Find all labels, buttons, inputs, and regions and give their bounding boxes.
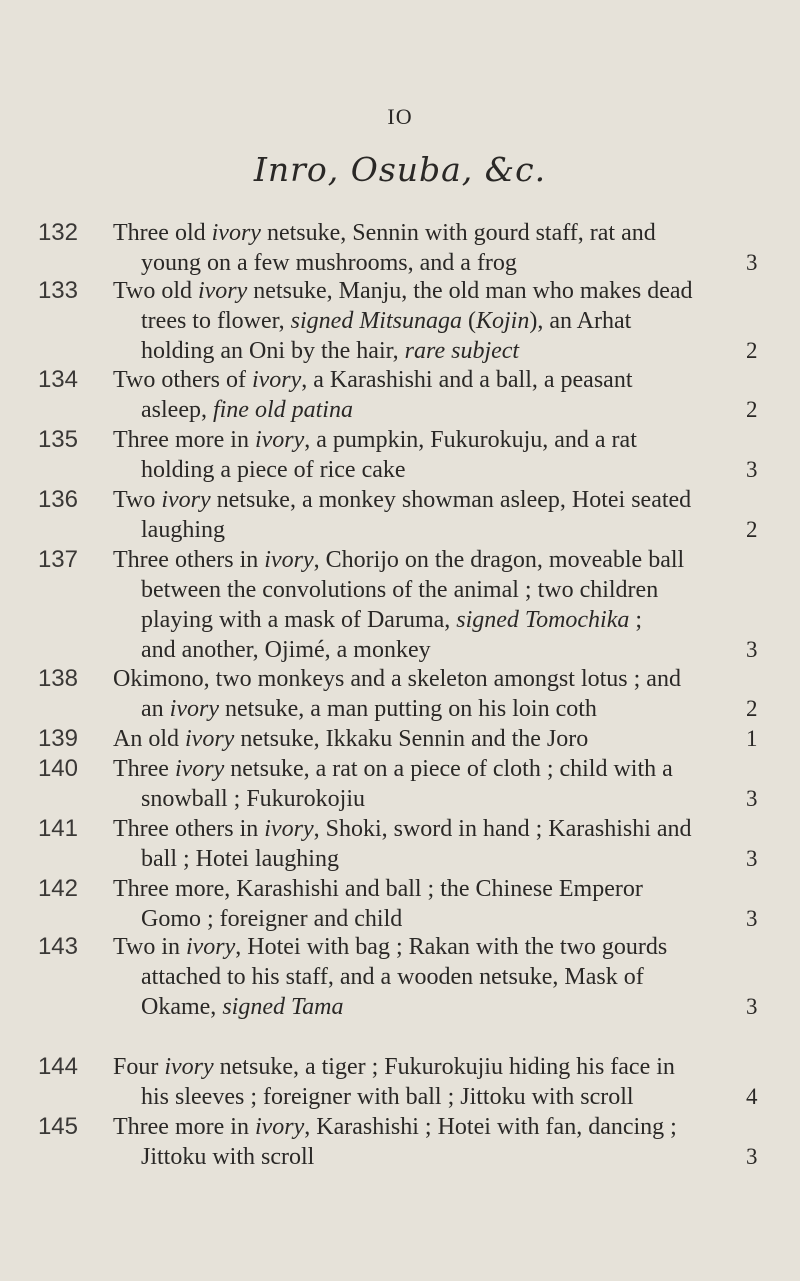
lot-description-line: Three more in ivory, Karashishi ; Hotei with fan, dancing ;: [113, 1114, 677, 1140]
lot-description-line: Two ivory netsuke, a monkey showman asleep, Hotei seated: [113, 487, 692, 513]
lot-number: 140: [37, 755, 78, 782]
lot-description-line: an ivory netsuke, a man putting on his loin coth: [141, 696, 597, 722]
lot-number: 135: [37, 426, 78, 453]
lot-number: 138: [37, 665, 78, 692]
lot-count: 2: [746, 338, 758, 363]
lot-description-line: Two old ivory netsuke, Manju, the old man who makes dead: [113, 278, 693, 304]
lot-number: 142: [37, 875, 78, 902]
lot-number: 141: [37, 815, 78, 842]
page-number: IO: [387, 104, 413, 129]
lot-description-line: Okame, signed Tama: [141, 994, 344, 1020]
lot-description-line: between the convolutions of the animal ; two children: [141, 577, 659, 603]
lot-description-line: Three more in ivory, a pumpkin, Fukurokuju, and a rat: [113, 427, 637, 453]
lot-description-line: Two others of ivory, a Karashishi and a ball, a peasant: [113, 367, 633, 393]
lot-number: 134: [37, 366, 78, 393]
lot-description-line: Jittoku with scroll: [141, 1144, 315, 1170]
lot-count: 3: [746, 250, 758, 275]
lot-count: 3: [746, 637, 758, 662]
lot-count: 2: [746, 696, 758, 721]
lot-number: 145: [37, 1113, 78, 1140]
lot-count: 3: [746, 846, 758, 871]
lot-count: 3: [746, 786, 758, 811]
lot-number: 137: [37, 546, 78, 573]
lot-count: 1: [746, 726, 758, 751]
lot-description-line: Three old ivory netsuke, Sennin with gourd staff, rat and: [113, 220, 656, 246]
lot-count: 2: [746, 517, 758, 542]
lot-count: 3: [746, 1144, 758, 1169]
lot-description-line: his sleeves ; foreigner with ball ; Jittoku with scroll: [141, 1084, 634, 1110]
lot-number: 144: [37, 1053, 78, 1080]
lot-description-line: Two in ivory, Hotei with bag ; Rakan with the two gourds: [113, 934, 668, 960]
lot-number: 132: [37, 219, 78, 246]
lot-description-line: Gomo ; foreigner and child: [141, 906, 403, 932]
lot-description-line: holding a piece of rice cake: [141, 457, 406, 483]
lot-description-line: snowball ; Fukurokojiu: [141, 786, 366, 812]
lot-description-line: playing with a mask of Daruma, signed Tomochika ;: [141, 607, 643, 633]
lot-count: 3: [746, 994, 758, 1019]
lot-description-line: asleep, fine old patina: [141, 397, 353, 423]
lot-description-line: Okimono, two monkeys and a skeleton amongst lotus ; and: [113, 666, 681, 692]
lot-description-line: Three others in ivory, Chorijo on the dragon, moveable ball: [113, 547, 685, 573]
lot-number: 143: [37, 933, 78, 960]
lot-description-line: laughing: [141, 517, 225, 543]
lot-description-line: Three more, Karashishi and ball ; the Chinese Emperor: [113, 876, 643, 902]
lot-description-line: An old ivory netsuke, Ikkaku Sennin and the Joro: [113, 726, 589, 752]
lot-description-line: Four ivory netsuke, a tiger ; Fukurokujiu hiding his face in: [113, 1054, 675, 1080]
lot-description-line: trees to flower, signed Mitsunaga (Kojin), an Arhat: [141, 308, 632, 334]
section-heading: Inro, Osuba, &c.: [253, 150, 547, 189]
lot-description-line: Three ivory netsuke, a rat on a piece of cloth ; child with a: [113, 756, 673, 782]
lot-count: 4: [746, 1084, 758, 1109]
lot-number: 139: [37, 725, 78, 752]
lot-description-line: holding an Oni by the hair, rare subject: [141, 338, 520, 364]
lot-description-line: and another, Ojimé, a monkey: [141, 637, 431, 663]
lot-count: 2: [746, 397, 758, 422]
lot-description-line: attached to his staff, and a wooden netsuke, Mask of: [141, 964, 644, 990]
lot-description-line: Three others in ivory, Shoki, sword in hand ; Karashishi and: [113, 816, 692, 842]
lot-count: 3: [746, 457, 758, 482]
lot-count: 3: [746, 906, 758, 931]
lot-number: 136: [37, 486, 78, 513]
lot-number: 133: [37, 277, 78, 304]
lot-description-line: young on a few mushrooms, and a frog: [141, 250, 517, 276]
lot-description-line: ball ; Hotei laughing: [141, 846, 339, 872]
